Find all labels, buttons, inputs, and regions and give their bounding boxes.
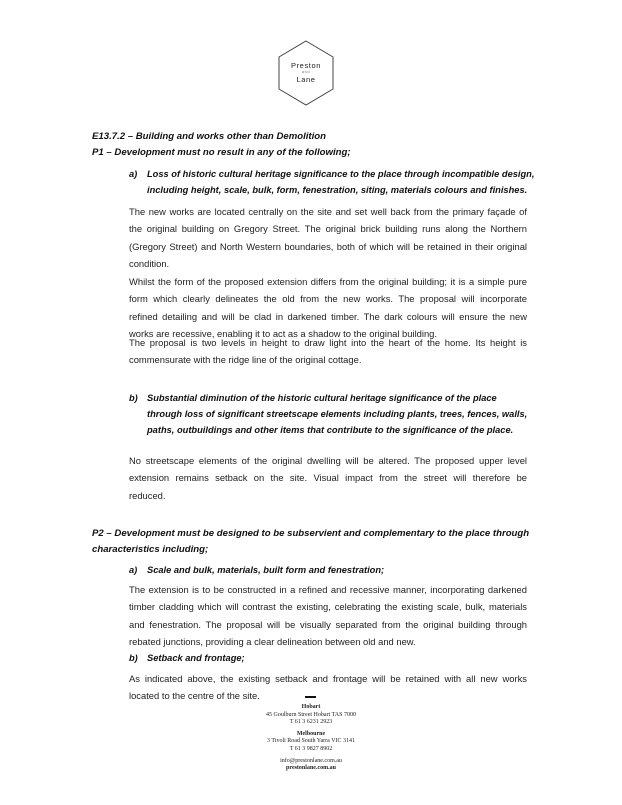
paragraph-line: No streetscape elements of the original dwelling will be altered. The proposed upper level	[129, 455, 527, 466]
paragraph-line: The proposal is two levels in height to draw light into the heart of the home. Its height is	[129, 337, 527, 348]
item-b-line-3: paths, outbuildings and other items that contribute to the significance of the place.	[147, 425, 514, 435]
paragraph-line: reduced.	[129, 489, 166, 501]
paragraph-line: extension remains setback on the site. Visual impact from the street will therefore be	[129, 472, 527, 484]
p2-heading-line-2: characteristics including;	[92, 544, 209, 555]
paragraph-line: timber cladding which will contrast the existing, celebrating the existing scale, bulk, materials	[129, 601, 527, 613]
paragraph	[129, 452, 527, 504]
item-marker: b)	[129, 653, 138, 663]
item-a-line-1: Loss of historic cultural heritage significance to the place through incompatible design,	[147, 169, 535, 179]
paragraph-line: The new works are located centrally on the site and set well back from the primary façade of	[129, 206, 527, 217]
paragraph-line: As indicated above, the existing setback and frontage will be retained with all new works	[129, 673, 527, 684]
paragraph-line: refined detailing and will be clad in darkened timber. The dark colours will ensure the new	[129, 310, 527, 322]
footer-melbourne-label: Melbourne	[296, 730, 326, 737]
item-marker: b)	[129, 393, 138, 403]
logo-text-preston: Preston	[290, 61, 322, 70]
paragraph-line: (Gregory Street) and North Western boundaries, both of which will be retained in their original	[129, 240, 527, 252]
footer-melbourne-phone: T 61 3 9827 8902	[289, 745, 333, 752]
section-heading: E13.7.2 – Building and works other than Demolition	[92, 131, 327, 142]
logo-text-and: and	[301, 69, 311, 74]
footer-hobart-label: Hobart	[301, 704, 321, 710]
paragraph-line: Whilst the form of the proposed extension differs from the original building; it is a simple pure	[129, 276, 527, 287]
item-marker: a)	[129, 565, 138, 575]
p1-heading: P1 – Development must no result in any of the following;	[92, 147, 351, 158]
paragraph-line: located to the centre of the site.	[129, 690, 260, 702]
footer-hobart-address: 45 Goulburn Street Hobart TAS 7000	[266, 711, 356, 718]
footer-melbourne-address: 3 Tivoli Road South Yarra VIC 3141	[266, 738, 356, 745]
item-a-line-2: including height, scale, bulk, form, fenestration, siting, materials colours and finishes.	[147, 185, 528, 195]
footer-divider	[305, 696, 316, 698]
item-b-label: Setback and frontage;	[147, 653, 245, 663]
company-logo	[277, 40, 335, 106]
paragraph	[129, 273, 527, 342]
paragraph-line: rebated junctions, providing a clear delineation between old and new.	[129, 635, 416, 647]
paragraph	[129, 581, 527, 650]
item-b-line-1: Substantial diminution of the historic cultural heritage significance of the place	[147, 393, 497, 403]
footer-website-link[interactable]: prestonlane.com.au	[286, 765, 336, 772]
footer-hobart-phone: T 61 3 6231 2923	[289, 719, 333, 726]
paragraph-line: The extension is to be constructed in a refined and recessive manner, incorporating darkened	[129, 584, 527, 595]
logo-text-lane: Lane	[296, 75, 316, 84]
footer-email-link[interactable]: info@prestonlane.com.au	[280, 757, 342, 764]
paragraph-line: commensurate with the ridge line of the original cottage.	[129, 354, 362, 366]
item-marker: a)	[129, 169, 138, 179]
item-a-label: Scale and bulk, materials, built form and fenestration;	[147, 565, 385, 575]
paragraph	[129, 334, 527, 369]
paragraph-line: and fenestration. The proposal will be visually separated from the original building through	[129, 618, 527, 630]
p2-heading-line-1: P2 – Development must be designed to be subservient and complementary to the place through	[92, 528, 530, 539]
paragraph	[129, 203, 527, 272]
paragraph-line: form which clearly delineates the old from the new works. The proposal will incorporate	[129, 293, 527, 305]
paragraph-line: condition.	[129, 257, 170, 269]
paragraph-line: works are recessive, enabling it to act as a shadow to the original building.	[129, 327, 437, 339]
footer	[211, 704, 411, 773]
item-b-line-2: through loss of significant streetscape elements including plants, trees, fences, walls,	[147, 409, 528, 419]
paragraph-line: the original building on Gregory Street. The original brick building runs along the Northern	[129, 223, 527, 235]
paragraph	[129, 670, 527, 705]
